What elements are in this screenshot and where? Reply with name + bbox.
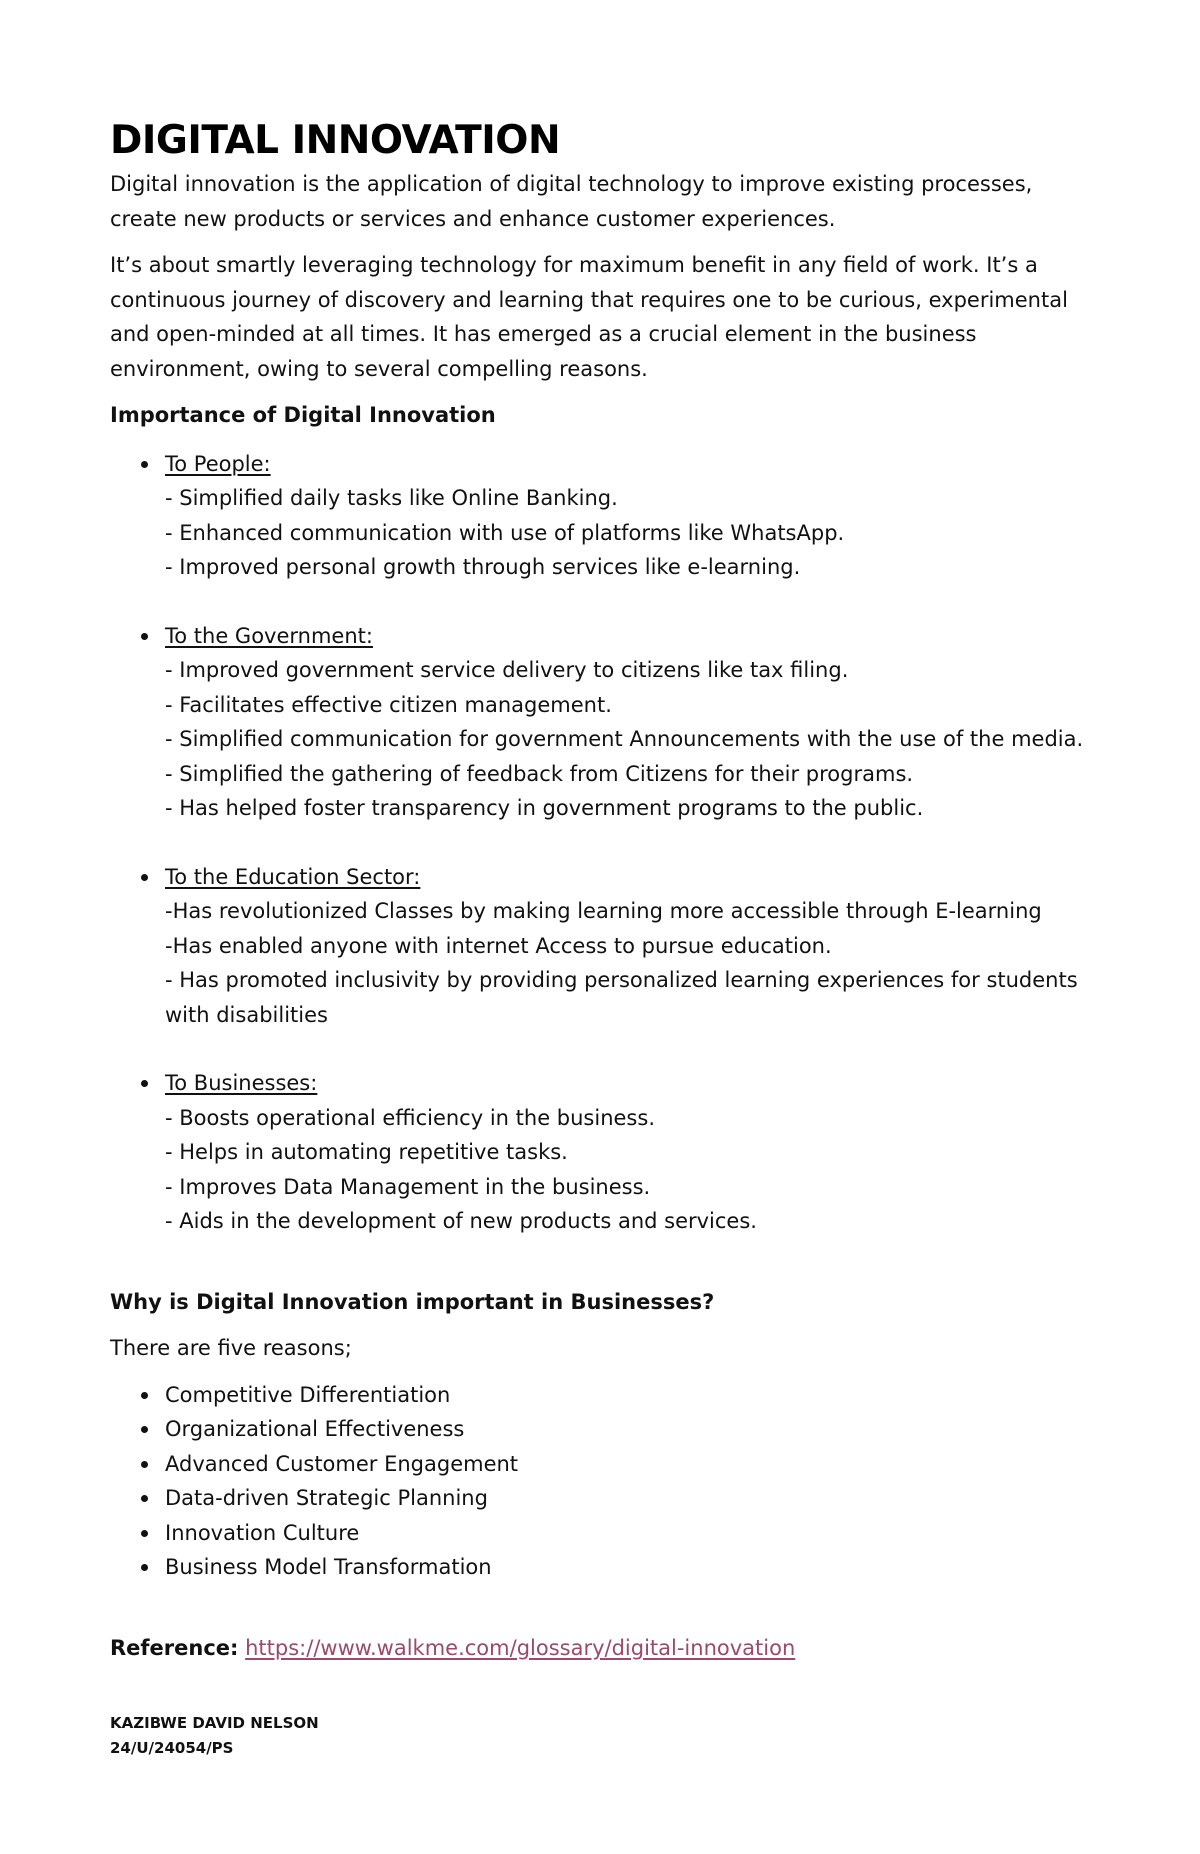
reference-line xyxy=(110,1631,1090,1666)
list-item: Organizational Effectiveness xyxy=(165,1412,1090,1447)
section-item: - Enhanced communication with use of platforms like WhatsApp. xyxy=(165,520,845,545)
section-item: -Has enabled anyone with internet Access to pursue education. xyxy=(165,933,832,958)
section-title-education: To the Education Sector: xyxy=(165,864,421,889)
section-businesses xyxy=(165,1066,1090,1239)
section-item: - Facilitates effective citizen management. xyxy=(165,692,612,717)
section-people xyxy=(165,447,1090,585)
reasons-intro: There are five reasons; xyxy=(110,1336,352,1360)
section-item: - Improved government service delivery to citizens like tax filing. xyxy=(165,658,849,682)
list-item: Competitive Differentiation xyxy=(165,1378,1090,1413)
section-item: - Has promoted inclusivity by providing personalized learning experiences for students with disabilities xyxy=(165,968,1078,1027)
section-education xyxy=(165,860,1090,1033)
reference-link[interactable]: https://www.walkme.com/glossary/digital-innovation xyxy=(245,1635,796,1660)
intro-paragraph-2: It’s about smartly leveraging technology for maximum benefit in any field of work. It’s a continuous journey of discovery and learning that requires one to be curious, experimental and open-minded at all times. It has emerged as a crucial element in the business environment, owing to several compelling reasons. xyxy=(110,253,1068,381)
section-title-businesses: To Businesses: xyxy=(165,1071,318,1095)
section-item: -Has revolutionized Classes by making learning more accessible through E-learning xyxy=(165,899,1042,923)
section-item: - Simplified daily tasks like Online Banking. xyxy=(165,486,618,510)
list-item: Business Model Transformation xyxy=(165,1550,1090,1585)
section-government xyxy=(165,619,1090,826)
section-item: - Simplified the gathering of feedback from Citizens for their programs. xyxy=(165,761,914,786)
importance-list xyxy=(110,447,1090,1239)
section-item: - Has helped foster transparency in government programs to the public. xyxy=(165,796,924,820)
section-title-people: To People: xyxy=(165,451,271,476)
reasons-list xyxy=(110,1378,1090,1585)
list-item: Innovation Culture xyxy=(165,1516,1090,1551)
section-item: - Aids in the development of new products and services. xyxy=(165,1209,757,1233)
section-item: - Improves Data Management in the business. xyxy=(165,1174,651,1199)
section-item: - Boosts operational efficiency in the business. xyxy=(165,1105,655,1130)
section-title-government: To the Government: xyxy=(165,623,373,648)
author-id: 24/U/24054/PS xyxy=(110,1739,234,1757)
importance-heading: Importance of Digital Innovation xyxy=(110,403,496,427)
reference-label: Reference: xyxy=(110,1635,239,1660)
list-item: Data-driven Strategic Planning xyxy=(165,1481,1090,1516)
author-name: KAZIBWE DAVID NELSON xyxy=(110,1714,319,1732)
section-item: - Simplified communication for government Announcements with the use of the media. xyxy=(165,727,1084,751)
section-item: - Improved personal growth through services like e-learning. xyxy=(165,555,801,579)
intro-paragraph-1: Digital innovation is the application of digital technology to improve existing processes, create new products or services and enhance customer experiences. xyxy=(110,172,1033,231)
list-item: Advanced Customer Engagement xyxy=(165,1447,1090,1482)
why-heading: Why is Digital Innovation important in Businesses? xyxy=(110,1289,715,1314)
document-title: DIGITAL INNOVATION xyxy=(110,118,561,163)
section-item: - Helps in automating repetitive tasks. xyxy=(165,1140,568,1164)
